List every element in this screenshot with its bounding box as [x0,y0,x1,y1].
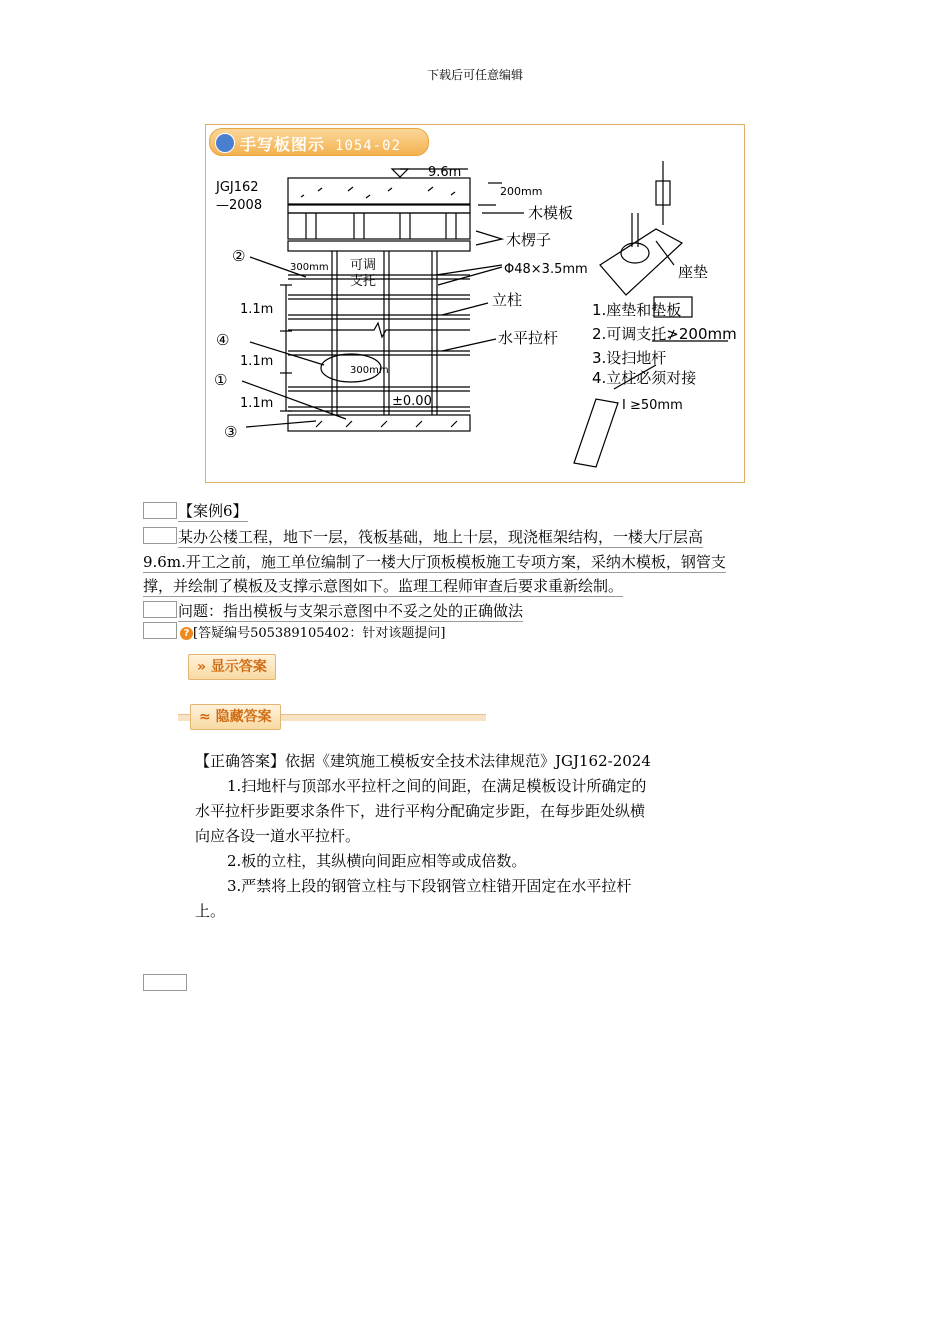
indent-box-qa [143,622,177,639]
label-pad: 座垫 [678,263,709,281]
case-paragraph-line-1: 某办公楼工程，地下一层，筏板基础，地上十层，现浇框架结构，一楼大厅层高 [178,528,704,546]
answer-line-1: 【正确答案】依据《建筑施工模板安全技术法律规范》JGJ162-2024 [195,752,651,770]
label-200mm: 200mm [500,185,543,198]
label-circle-4: ④ [216,331,230,349]
answer-line-4: 向应各设一道水平拉杆。 [195,827,361,845]
label-300mm-top: 300mm [290,262,329,273]
figure-badge-title: 手写板图示 [240,135,326,154]
case-paragraph-line-2: 9.6m.开工之前，施工单位编制了一楼大厅顶板模板施工专项方案，采纳木模板，钢管支 [143,553,726,571]
label-wood-beam: 木楞子 [506,231,552,249]
question-icon: ? [180,627,193,640]
label-span-1: 1.1m [240,302,274,317]
label-horizontal-bar: 水平拉杆 [498,329,559,347]
label-note-3: 3.设扫地杆 [592,349,667,367]
label-standard2: —2008 [216,198,263,213]
label-300mm-bottom: 300mm [350,365,389,376]
label-span-3: 1.1m [240,396,274,411]
figure-badge-code: 1054-02 [335,138,402,154]
indent-box-question [143,601,177,618]
show-answer-button[interactable]: » 显示答案 [188,654,276,680]
label-thickness: I ≥50mm [622,398,683,413]
label-circle-3: ③ [224,423,238,441]
label-pipe: Φ48×3.5mm [504,262,588,277]
indent-box-case-title [143,502,177,519]
label-span-2: 1.1m [240,354,274,369]
answer-line-5: 2.板的立柱，其纵横向间距应相等或成倍数。 [227,852,527,870]
case-paragraph-line-3: 撑，并绘制了模板及支撑示意图如下。监理工程师审查后要求重新绘制。 [143,577,624,595]
answer-line-6: 3.严禁将上段的钢管立柱与下段钢管立柱错开固定在水平拉杆 [227,877,632,895]
label-adjustable-2: 支托 [350,274,377,289]
indent-box-paragraph [143,527,177,544]
answer-line-2: 1.扫地杆与顶部水平拉杆之间的间距，在满足模板设计所确定的 [227,777,647,795]
label-adjustable-1: 可调 [350,258,377,273]
label-circle-1: ① [214,371,228,389]
case-question: 问题：指出模板与支架示意图中不妥之处的正确做法 [178,602,524,620]
label-column: 立柱 [492,291,523,309]
answer-line-7: 上。 [195,902,226,920]
label-zero-level: ±0.00 [392,394,432,409]
answer-line-3: 水平拉杆步距要求条件下，进行平构分配确定步距，在每步距处纵横 [195,802,646,820]
qa-link[interactable] [180,622,445,641]
label-wood-form: 木模板 [528,204,574,222]
label-height: 9.6m [428,165,462,180]
page-header-note: 下载后可任意编辑 [426,68,523,82]
qa-text: [答疑编号505389105402：针对该题提问] [193,626,446,641]
trailing-empty-box [143,974,187,991]
label-circle-2: ② [232,247,246,265]
label-note-1: 1.座垫和垫板 [592,301,682,319]
case-title: 【案例6】 [178,502,248,520]
hide-answer-button[interactable]: ≈ 隐藏答案 [190,704,281,730]
label-note-2: 2.可调支托≯200mm [592,325,737,343]
label-note-4: 4.立柱必须对接 [592,369,697,387]
formwork-diagram [206,125,744,482]
diagram-figure [205,124,745,483]
label-standard1: JGJ162 [216,180,259,195]
